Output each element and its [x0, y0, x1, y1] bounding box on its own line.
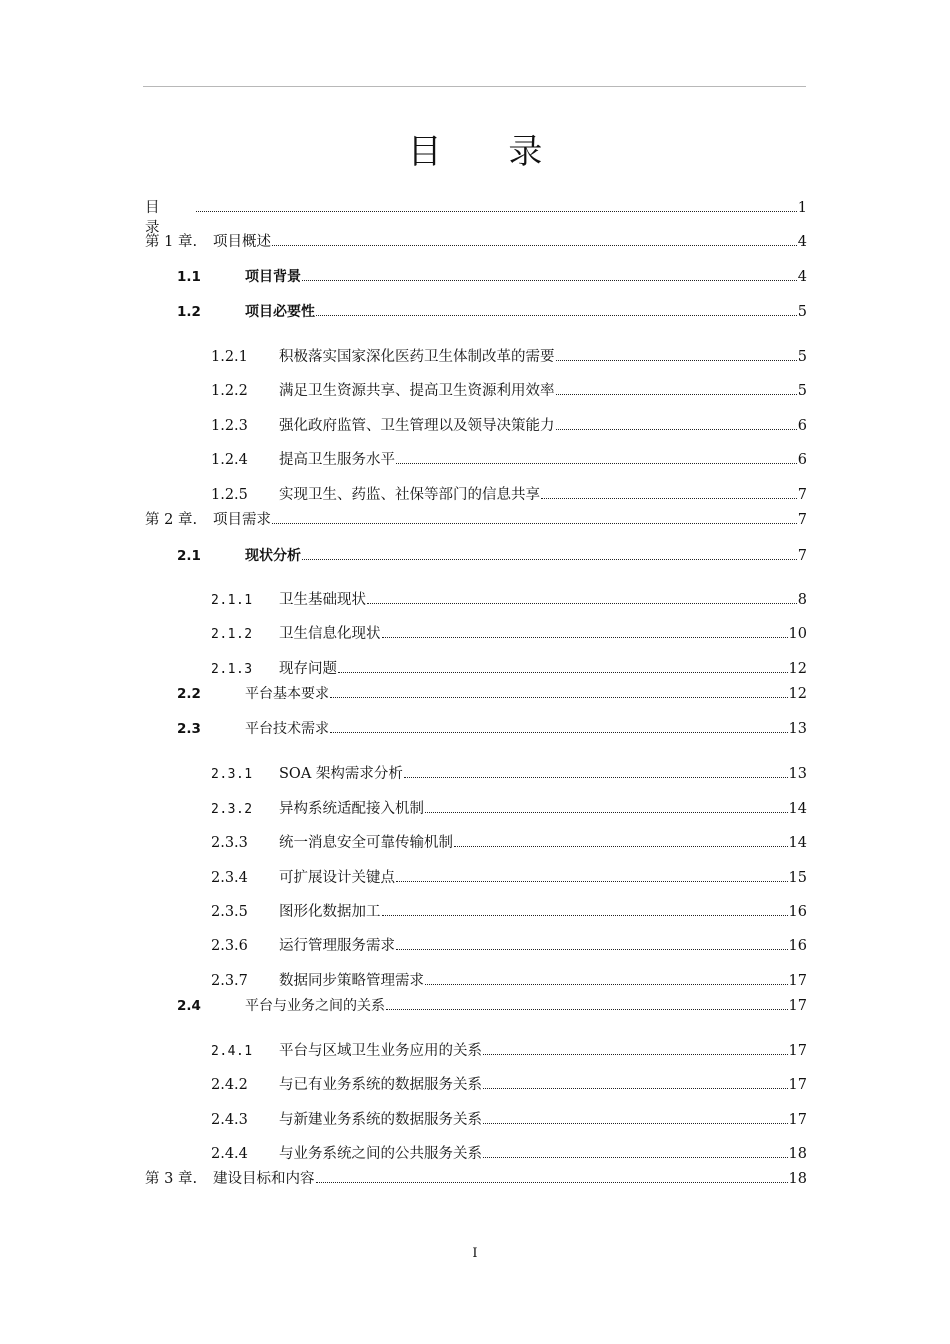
toc-entry-2-4-2[interactable]	[211, 1075, 807, 1095]
leader-dots	[454, 846, 788, 847]
toc-entry-2-3-6[interactable]	[211, 936, 807, 956]
toc-entry-label: 异构系统适配接入机制	[279, 801, 424, 817]
toc-entry-label: 与新建业务系统的数据服务关系	[279, 1112, 482, 1128]
toc-entry-page: 7	[797, 487, 807, 503]
toc-entry-number: 2.3.1	[211, 767, 253, 782]
toc-entry-number: 第 2 章.	[145, 512, 198, 528]
toc-entry-number: 2.4	[177, 998, 201, 1014]
toc-entry-page: 7	[797, 548, 807, 564]
toc-entry-2-3-3[interactable]	[211, 833, 807, 853]
toc-entry-number: 2.1.2	[211, 627, 253, 642]
toc-entry-page: 17	[788, 998, 807, 1014]
toc-entry-label: 项目需求	[213, 512, 271, 528]
toc-entry-number: 1.2.3	[211, 418, 248, 434]
leader-dots	[196, 211, 797, 212]
toc-entry-label: 现存问题	[279, 661, 337, 677]
toc-entry-label: 卫生基础现状	[279, 592, 366, 608]
leader-dots	[330, 732, 788, 733]
toc-entry-1-1[interactable]	[177, 267, 807, 287]
toc-entry-number: 1.2.1	[211, 349, 248, 365]
toc-entry-number: 2.2	[177, 686, 201, 702]
toc-entry-1-2[interactable]	[177, 302, 807, 322]
toc-entry-page: 17	[788, 1077, 807, 1093]
toc-entry-1-2-1[interactable]	[211, 347, 807, 367]
toc-entry-page: 12	[788, 661, 807, 677]
leader-dots	[483, 1123, 788, 1124]
toc-entry-1-2-2[interactable]	[211, 381, 807, 401]
toc-entry-chapter-3[interactable]	[145, 1169, 807, 1189]
leader-dots	[396, 949, 788, 950]
toc-entry-label: 项目概述	[213, 234, 271, 250]
toc-entry-number: 2.4.1	[211, 1044, 253, 1059]
leader-dots	[382, 637, 788, 638]
leader-dots	[556, 429, 797, 430]
toc-entry-label: 平台与区域卫生业务应用的关系	[279, 1043, 482, 1059]
toc-entry-page: 17	[788, 1112, 807, 1128]
toc-entry-label: 运行管理服务需求	[279, 938, 395, 954]
toc-entry-2-1-1[interactable]	[211, 590, 807, 610]
toc-entry-page: 10	[788, 626, 807, 642]
toc-entry-number: 第 1 章.	[145, 234, 198, 250]
toc-entry-2-2[interactable]	[177, 684, 807, 704]
toc-entry-2-3-1[interactable]	[211, 764, 807, 784]
toc-entry-label: 强化政府监管、卫生管理以及领导决策能力	[279, 418, 555, 434]
toc-entry-number: 2.3.4	[211, 870, 248, 886]
toc-entry-page: 12	[788, 686, 807, 702]
toc-entry-2-3-2[interactable]	[211, 799, 807, 819]
toc-entry-number: 1.1	[177, 269, 201, 285]
toc-entry-page: 16	[788, 904, 807, 920]
toc-entry-label: 统一消息安全可靠传输机制	[279, 835, 453, 851]
leader-dots	[396, 463, 797, 464]
toc-entry-label: 与业务系统之间的公共服务关系	[279, 1146, 482, 1162]
toc-entry-number: 1.2.5	[211, 487, 248, 503]
leader-dots	[425, 984, 788, 985]
toc-entry-number: 2.3.3	[211, 835, 248, 851]
leader-dots	[556, 394, 797, 395]
toc-entry-number: 第 3 章.	[145, 1171, 198, 1187]
toc-entry-label: 项目背景	[245, 269, 301, 285]
toc-entry-page: 13	[788, 766, 807, 782]
toc-entry-number: 目 录	[145, 200, 172, 236]
leader-dots	[367, 603, 797, 604]
toc-entry-label: 提高卫生服务水平	[279, 452, 395, 468]
toc-entry-2-1[interactable]	[177, 546, 807, 566]
toc-entry-chapter-1[interactable]	[145, 232, 807, 252]
toc-entry-page: 5	[797, 349, 807, 365]
leader-dots	[541, 498, 797, 499]
leader-dots	[396, 881, 788, 882]
leader-dots	[386, 1009, 788, 1010]
toc-entry-number: 2.3.2	[211, 802, 253, 817]
toc-entry-label: 积极落实国家深化医药卫生体制改革的需要	[279, 349, 555, 365]
toc-entry-page: 1	[797, 200, 807, 216]
toc-entry-chapter-2[interactable]	[145, 510, 807, 530]
leader-dots	[302, 280, 797, 281]
toc-entry-label: 平台基本要求	[245, 686, 329, 702]
toc-entry-label: 图形化数据加工	[279, 904, 381, 920]
toc-entry-number: 2.4.4	[211, 1146, 248, 1162]
leader-dots	[382, 915, 788, 916]
toc-entry-2-4[interactable]	[177, 996, 807, 1016]
leader-dots	[404, 777, 788, 778]
toc-entry-2-1-3[interactable]	[211, 659, 807, 679]
toc-entry-number: 1.2.2	[211, 383, 248, 399]
toc-entry-1-2-5[interactable]	[211, 485, 807, 505]
toc-entry-page: 13	[788, 721, 807, 737]
toc-entry-number: 2.3.5	[211, 904, 248, 920]
toc-entry-1-2-3[interactable]	[211, 416, 807, 436]
toc-entry-2-3-7[interactable]	[211, 971, 807, 991]
toc-entry-page: 14	[788, 835, 807, 851]
toc-entry-label: 现状分析	[245, 548, 301, 564]
toc-entry-page: 16	[788, 938, 807, 954]
toc-entry-number: 2.3.6	[211, 938, 248, 954]
toc-entry-page: 8	[797, 592, 807, 608]
toc-entry-2-4-3[interactable]	[211, 1110, 807, 1130]
toc-entry-number: 1.2.4	[211, 452, 248, 468]
leader-dots	[425, 812, 788, 813]
leader-dots	[483, 1088, 788, 1089]
toc-entry-2-3-5[interactable]	[211, 902, 807, 922]
toc-entry-number: 1.2	[177, 304, 201, 320]
toc-entry-number: 2.4.3	[211, 1112, 248, 1128]
toc-entry-number: 2.1.3	[211, 662, 253, 677]
toc-entry-page: 18	[788, 1146, 807, 1162]
toc-entry-2-1-2[interactable]	[211, 624, 807, 644]
toc-entry-page: 5	[797, 383, 807, 399]
toc-entry-page: 14	[788, 801, 807, 817]
leader-dots	[272, 245, 797, 246]
toc-entry-label: 实现卫生、药监、社保等部门的信息共享	[279, 487, 540, 503]
toc-entry-label: 项目必要性	[245, 304, 315, 320]
leader-dots	[316, 1182, 788, 1183]
leader-dots	[272, 523, 797, 524]
toc-entry-number: 2.1.1	[211, 593, 253, 608]
leader-dots	[338, 672, 788, 673]
toc-entry-page: 4	[797, 234, 807, 250]
toc-entry-page: 6	[797, 452, 807, 468]
leader-dots	[330, 697, 788, 698]
leader-dots	[302, 559, 797, 560]
leader-dots	[483, 1157, 788, 1158]
page-number-footer: I	[472, 1246, 478, 1261]
toc-entry-number: 2.3	[177, 721, 201, 737]
leader-dots	[483, 1054, 788, 1055]
toc-entry-1-2-4[interactable]	[211, 450, 807, 470]
toc-entry-page: 17	[788, 1043, 807, 1059]
toc-entry-label: 与已有业务系统的数据服务关系	[279, 1077, 482, 1093]
toc-entry-label: 满足卫生资源共享、提高卫生资源利用效率	[279, 383, 555, 399]
toc-entry-page: 4	[797, 269, 807, 285]
toc-entry-2-3[interactable]	[177, 719, 807, 739]
toc-entry-label: 可扩展设计关键点	[279, 870, 395, 886]
leader-dots	[316, 315, 797, 316]
toc-entry-page: 5	[797, 304, 807, 320]
toc-entry-2-3-4[interactable]	[211, 868, 807, 888]
toc-entry-2-4-1[interactable]	[211, 1041, 807, 1061]
toc-entry-page: 7	[797, 512, 807, 528]
toc-entry-contents[interactable]	[145, 198, 807, 236]
toc-entry-label: 建设目标和内容	[213, 1171, 315, 1187]
toc-entry-page: 6	[797, 418, 807, 434]
leader-dots	[556, 360, 797, 361]
toc-entry-label: 平台与业务之间的关系	[245, 998, 385, 1014]
toc-entry-label: 数据同步策略管理需求	[279, 973, 424, 989]
toc-entry-page: 18	[788, 1171, 807, 1187]
toc-entry-page: 15	[788, 870, 807, 886]
toc-entry-number: 2.3.7	[211, 973, 248, 989]
toc-entry-label: 平台技术需求	[245, 721, 329, 737]
toc-entry-page: 17	[788, 973, 807, 989]
toc-entry-number: 2.1	[177, 548, 201, 564]
toc-entry-label: SOA 架构需求分析	[279, 766, 403, 782]
toc-entry-label: 卫生信息化现状	[279, 626, 381, 642]
toc-entry-number: 2.4.2	[211, 1077, 248, 1093]
toc-entry-2-4-4[interactable]	[211, 1144, 807, 1164]
page-title: 目 录	[407, 132, 571, 172]
